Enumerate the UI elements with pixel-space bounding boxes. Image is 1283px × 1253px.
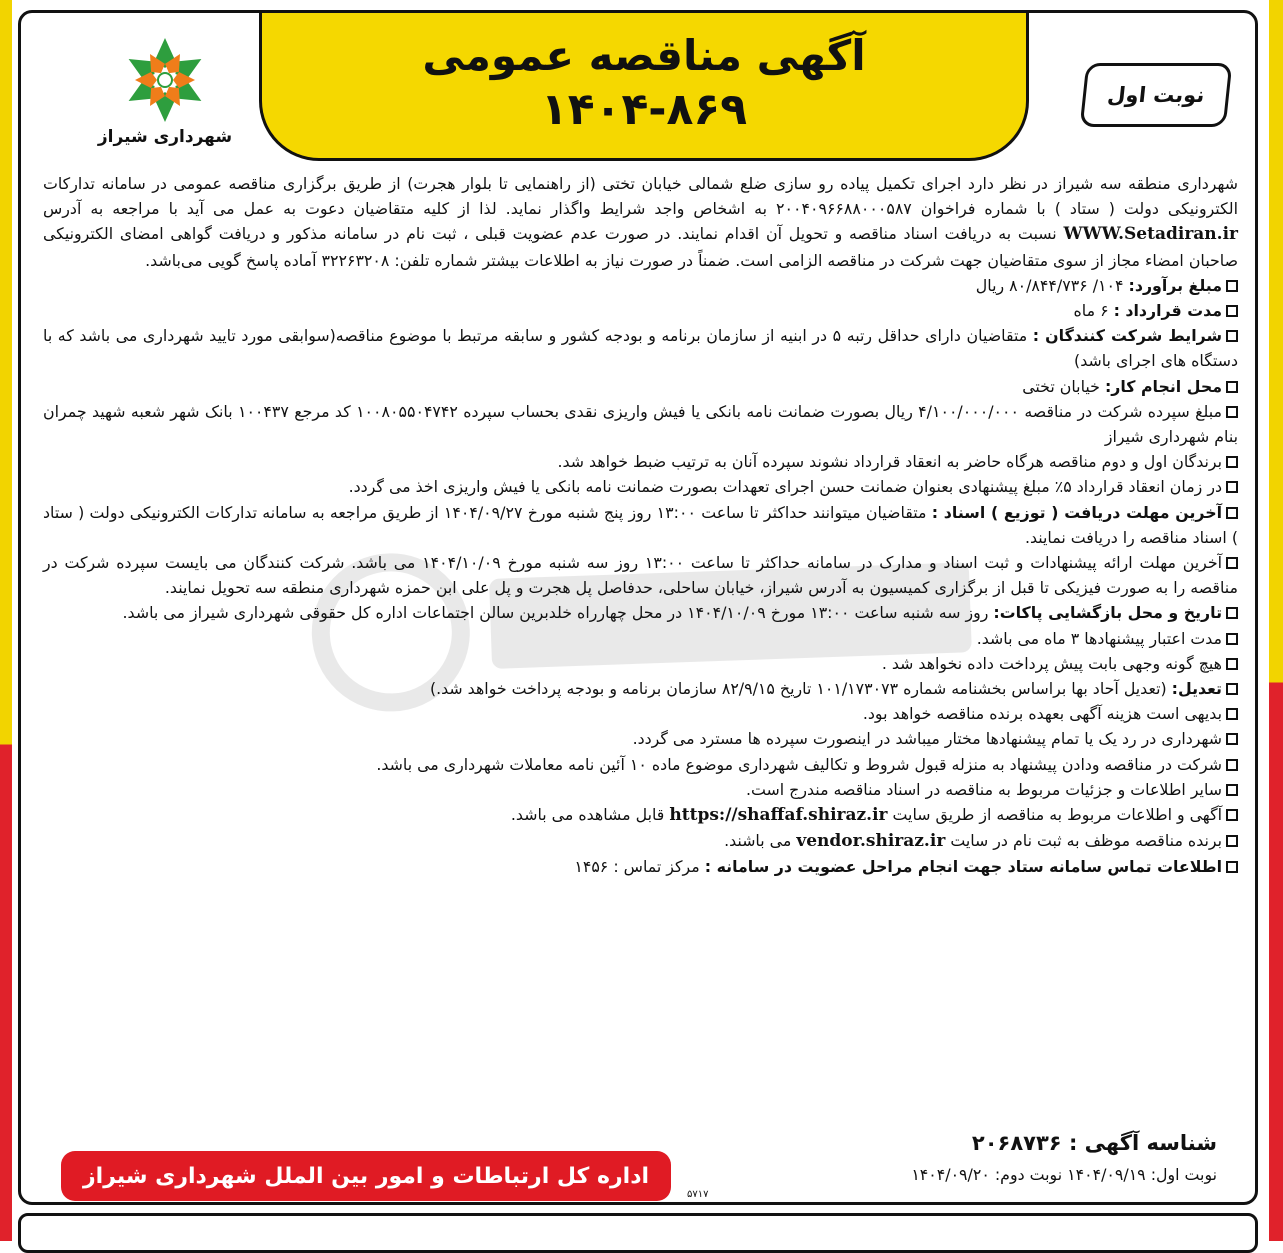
left-color-stripe: [0, 0, 12, 1241]
item-label: شرایط شرکت کنندگان :: [1032, 326, 1222, 346]
checkbox-icon: [1226, 280, 1238, 292]
contact-text: مرکز تماس : ۱۴۵۶: [574, 857, 705, 877]
item-text: بدیهی است هزینه آگهی بعهده برنده مناقصه خواهد بود.: [862, 704, 1222, 724]
notice-frame: [18, 10, 1258, 1205]
item-text: ۱۰۴/ ۸۰/۸۴۴/۷۳۶ ریال: [975, 275, 1129, 295]
list-item: [43, 449, 1238, 474]
item-text: در زمان انعقاد قرارداد ۵٪ مبلغ پیشنهادی بعنوان ضمانت حسن اجرای تعهدات بصورت ضمانت نامه بانکی یا فیش واریزی اخذ می گردد.: [348, 477, 1222, 497]
list-item: [43, 550, 1238, 600]
list-item: [43, 474, 1238, 499]
checkbox-icon: [1226, 809, 1238, 821]
checkbox-icon: [1226, 633, 1238, 645]
notice-title: آگهی مناقصه عمومی: [422, 31, 866, 80]
checkbox-icon: [1226, 557, 1238, 569]
list-item: [43, 726, 1238, 751]
checkbox-icon: [1226, 507, 1238, 519]
flower-logo-icon: [120, 35, 210, 125]
list-item: [43, 701, 1238, 726]
vendor-link[interactable]: vendor.shiraz.ir: [796, 831, 946, 852]
notice-id: شناسه آگهی : ۲۰۶۸۷۳۶: [971, 1131, 1217, 1155]
checkbox-icon: [1226, 406, 1238, 418]
notice-number: ۱۴۰۴-۸۶۹: [540, 84, 748, 135]
item-text: (تعدیل آحاد بها براساس بخشنامه شماره ۱۰۱/۱۷۳۰۷۳ تاریخ ۸۲/۹/۱۵ سازمان برنامه و بودجه پرداخت خواهد شد.): [429, 679, 1172, 699]
notice-body: [43, 171, 1238, 880]
item-text: آخرین مهلت ارائه پیشنهادات و ثبت اسناد و مدارک در سامانه حداکثر تا ساعت ۱۳:۰۰ روز سه شنبه مورخ ۱۴۰۴/۱۰/۰۹ می باشد. شرکت کنندگان می بایست سپرده شرکت در مناقصه را به صورت فیزیکی تا قبل از برگزاری کمیسیون به آدرس شیراز، خیابان ساحلی، حدفاصل پل هجرت و پل علی ابن حمزه شهرداری منطقه سه تحویل نمایند.: [43, 553, 1238, 598]
item-label: تعدیل:: [1171, 679, 1222, 699]
department-banner: اداره کل ارتباطات و امور بین الملل شهرداری شیراز: [61, 1151, 671, 1201]
item-text: شهرداری در رد یک یا تمام پیشنهادها مختار میباشد در اینصورت سپرده ها مسترد می گردد.: [632, 729, 1222, 749]
checkbox-icon: [1226, 683, 1238, 695]
checkbox-icon: [1226, 759, 1238, 771]
item-text: ۶ ماه: [1073, 301, 1114, 321]
list-item: [43, 500, 1238, 550]
site-text-before: برنده مناقصه موظف به ثبت نام در سایت: [950, 831, 1222, 851]
title-banner: [259, 13, 1029, 161]
list-item: [43, 752, 1238, 777]
checkbox-icon: [1226, 733, 1238, 745]
checkbox-icon: [1226, 607, 1238, 619]
site-text-after: می باشند.: [724, 831, 792, 851]
checkbox-icon: [1226, 658, 1238, 670]
list-item: [43, 676, 1238, 701]
list-item: [43, 777, 1238, 802]
contact-label: اطلاعات تماس سامانه ستاد جهت انجام مراحل عضویت در سامانه :: [704, 857, 1222, 877]
setadiran-link[interactable]: WWW.Setadiran.ir: [1063, 224, 1238, 245]
list-item: [43, 273, 1238, 298]
next-notice-frame: [18, 1213, 1258, 1253]
item-text: مدت اعتبار پیشنهادها ۳ ماه می باشد.: [976, 628, 1222, 648]
checkbox-icon: [1226, 861, 1238, 873]
checkbox-icon: [1226, 708, 1238, 720]
list-item: [43, 651, 1238, 676]
item-label: مدت قرارداد :: [1113, 301, 1222, 321]
list-item-site: [43, 802, 1238, 828]
item-label: تاریخ و محل بازگشایی پاکات:: [993, 603, 1222, 623]
intro-paragraph: [43, 171, 1238, 273]
print-code: ۵۷۱۷: [687, 1189, 709, 1200]
list-item: [43, 399, 1238, 449]
logo-text: شهرداری شیراز: [97, 127, 233, 147]
intro-text-3: نسبت به دریافت اسناد مناقصه و تحویل آن اقدام نمایند. در صورت عدم عضویت قبلی ، ثبت نام در سامانه مذکور و دریافت گواهی امضای الکترونیکی صاحبان امضاء مجاز از سوی متقاضیان جهت شرکت در مناقصه الزامی است. ضمناً در صورت نیاز به اطلاعات بیشتر شماره تلفن: ۳۲۲۶۳۲۰۸ آماده پاسخ گویی می‌باشد.: [43, 224, 1238, 270]
list-item: [43, 298, 1238, 323]
contact-item: [43, 854, 1238, 879]
intro-text-1: شهرداری منطقه سه شیراز در نظر دارد اجرای تکمیل پیاده رو سازی ضلع شمالی خیابان تختی (از راهنمایی تا بلوار هجرت) از طریق برگزاری مناقصه عمومی در سامانه تدارکات الکترونیکی دولت ( ستاد ) با شماره فراخوان ۲۰۰۴۰۹۶۶۸۸۰۰۰۵۸۷ به اشخاص واجد شرایط واگذار نماید.: [43, 174, 1238, 219]
item-text: سایر اطلاعات و جزئیات مربوط به مناقصه در اسناد مناقصه مندرج است.: [746, 779, 1222, 799]
list-item: [43, 600, 1238, 625]
checkbox-icon: [1226, 305, 1238, 317]
checkbox-icon: [1226, 481, 1238, 493]
turn-badge: نوبت اول: [1080, 63, 1233, 127]
item-text: خیابان تختی: [1022, 376, 1105, 396]
site-text-after: قابل مشاهده می باشد.: [510, 805, 665, 825]
checkbox-icon: [1226, 784, 1238, 796]
item-text: متقاضیان دارای حداقل رتبه ۵ در ابنیه از سازمان برنامه و بودجه کشور و سابقه مرتبط با موضوع مناقصه(سوابقی مورد تایید شهرداری می باشد که با دستگاه های اجرای باشد): [43, 326, 1238, 371]
shaffaf-link[interactable]: https://shaffaf.shiraz.ir: [669, 805, 888, 826]
list-item: [43, 323, 1238, 373]
right-color-stripe: [1269, 0, 1283, 1241]
item-label: مبلغ برآورد:: [1128, 275, 1222, 295]
checkbox-icon: [1226, 835, 1238, 847]
checkbox-icon: [1226, 456, 1238, 468]
item-text: شرکت در مناقصه ودادن پیشنهاد به منزله قبول شروط و تکالیف شهرداری موضوع ماده ۱۰ آئین نامه معاملات شهرداری می باشد.: [376, 754, 1222, 774]
shiraz-municipality-logo: [95, 35, 235, 165]
item-text: مبلغ سپرده شرکت در مناقصه ۴/۱۰۰/۰۰۰/۰۰۰ ریال بصورت ضمانت نامه بانکی یا فیش واریزی نقدی بحساب سپرده ۱۰۰۸۰۵۵۰۴۷۴۲ کد مرجع ۱۰۰۴۳۷ بانک شهر شعبه شهید چمران بنام شهرداری شیراز: [43, 401, 1238, 447]
list-item: [43, 626, 1238, 651]
item-text: هیچ گونه وجهی بابت پیش پرداخت داده نخواهد شد .: [881, 653, 1222, 673]
item-label: آخرین مهلت دریافت ( توزیع ) اسناد :: [931, 502, 1223, 522]
publish-dates: نوبت اول: ۱۴۰۴/۰۹/۱۹ نوبت دوم: ۱۴۰۴/۰۹/۲۰: [911, 1165, 1217, 1184]
checkbox-icon: [1226, 330, 1238, 342]
checkbox-icon: [1226, 381, 1238, 393]
list-item-site: [43, 828, 1238, 854]
item-text: برندگان اول و دوم مناقصه هرگاه حاضر به انعقاد قرارداد نشوند سپرده آنان به ترتیب ضبط خواهد شد.: [557, 452, 1222, 472]
list-item: [43, 374, 1238, 399]
item-text: روز سه شنبه ساعت ۱۳:۰۰ مورخ ۱۴۰۴/۱۰/۰۹ در محل چهارراه خلدبرین سالن اجتماعات اداره کل حقوقی شهرداری شیراز می باشد.: [122, 603, 994, 623]
item-label: محل انجام کار:: [1104, 376, 1222, 396]
intro-text-2: لذا از کلیه متقاضیان دعوت به عمل می آید با مراجعه به آدرس: [43, 199, 497, 219]
item-text: متقاضیان میتوانند حداکثر تا ساعت ۱۳:۰۰ روز پنج شنبه مورخ ۱۴۰۴/۰۹/۲۷ از طریق مراجعه به سامانه تدارکات الکترونیکی دولت ( ستاد ) اسناد مناقصه را دریافت نمایند.: [43, 502, 1238, 547]
site-text-before: آگهی و اطلاعات مربوط به مناقصه از طریق سایت: [892, 805, 1222, 825]
